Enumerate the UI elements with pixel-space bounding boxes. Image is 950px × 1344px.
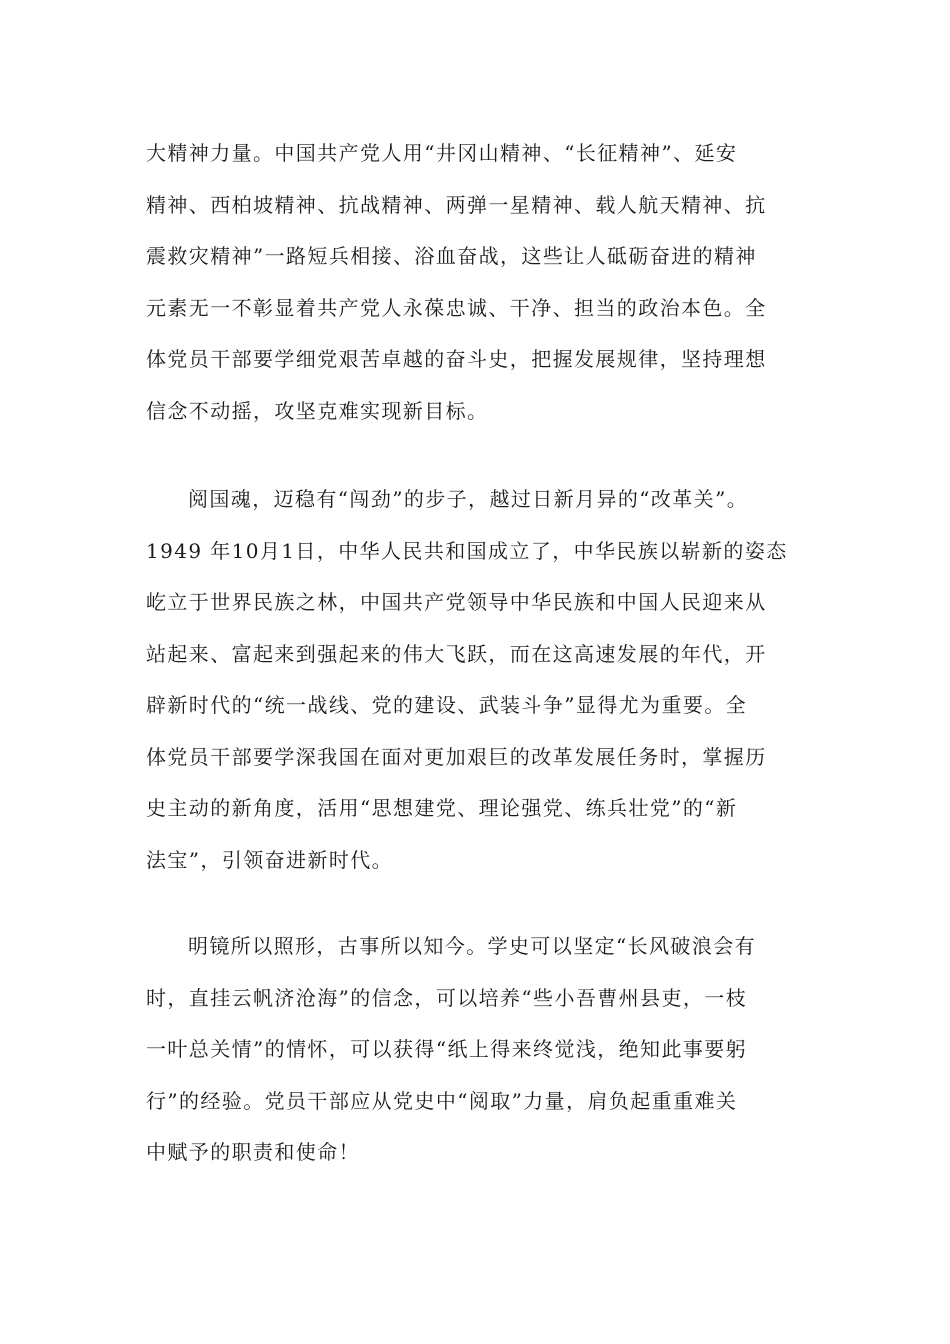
text-line: 辟新时代的“统一战线、党的建设、武装斗争”显得尤为重要。全 (146, 693, 748, 717)
text-line: 屹立于世界民族之林，中国共产党领导中华民族和中国人民迎来从 (146, 590, 767, 614)
text-line: 中赋予的职责和使命！ (146, 1140, 360, 1164)
text-line: 法宝”，引领奋进新时代。 (146, 847, 394, 872)
paragraph-national-soul (146, 474, 806, 886)
text-line: 明镜所以照形，古事所以知今。学史可以坚定“长风破浪会有 (188, 934, 757, 958)
text-line: 一叶总关情”的情怀，可以获得“纸上得来终觉浅，绝知此事要躬 (146, 1037, 748, 1061)
text-line: 元素无一不彰显着共产党人永葆忠诚、干净、担当的政治本色。全 (146, 295, 767, 320)
text-line: 精神、西柏坡精神、抗战精神、两弹一星精神、载人航天精神、抗 (146, 192, 767, 217)
text-line: 站起来、富起来到强起来的伟大飞跃，而在这高速发展的年代，开 (146, 641, 767, 666)
text-line: 体党员干部要学细党艰苦卓越的奋斗史，把握发展规律，坚持理想 (146, 347, 767, 371)
text-line: 行”的经验。党员干部应从党史中“阅取”力量，肩负起重重难关 (146, 1088, 738, 1113)
text-line: 时，直挂云帆济沧海”的信念，可以培养“些小吾曹州县吏，一枝 (146, 985, 748, 1010)
paragraph-spirit-power (146, 128, 806, 437)
paragraph-mirror-history (146, 921, 806, 1179)
text-line: 1949 年10月1日，中华人民共和国成立了，中华民族以崭新的姿态 (146, 538, 788, 563)
text-line: 大精神力量。中国共产党人用“井冈山精神、“长征精神”、延安 (146, 141, 738, 165)
text-line: 体党员干部要学深我国在面对更加艰巨的改革发展任务时，掌握历 (146, 744, 767, 769)
text-line: 震救灾精神”一路短兵相接、浴血奋战，这些让人砥砺奋进的精神 (146, 244, 757, 268)
text-line: 信念不动摇，攻坚克难实现新目标。 (146, 398, 489, 423)
text-line: 史主动的新角度，活用“思想建党、理论强党、练兵壮党”的“新 (146, 796, 738, 820)
text-line: 阅国魂，迈稳有“闯劲”的步子，越过日新月异的“改革关”。 (188, 487, 749, 511)
